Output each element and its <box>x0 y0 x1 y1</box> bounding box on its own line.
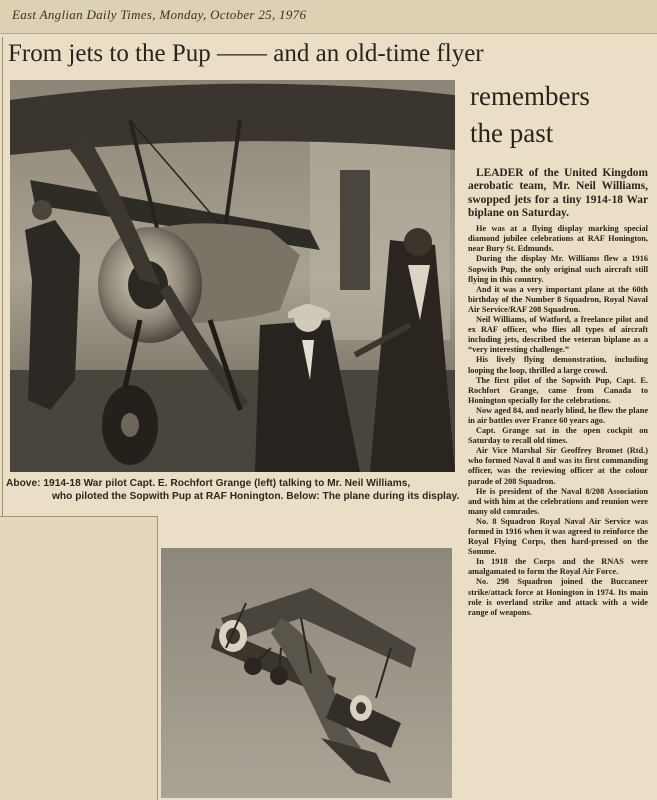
article-paragraph: Air Vice Marshal Sir Geoffrey Bromet (Rtd.) who formed Naval 8 and was its first commanding officer, was the reviewing officer at the colour parade of 208 Squadron. <box>468 446 648 486</box>
headline: From jets to the Pup —— and an old-time flyer <box>8 40 484 67</box>
caption-line-1: Above: 1914-18 War pilot Capt. E. Rochfort Grange (left) talking to Mr. Neil Williams, <box>6 478 411 489</box>
divider-rule <box>0 516 158 517</box>
photo-caption <box>6 477 458 503</box>
plane-flight-image <box>161 548 452 798</box>
caption-line-2: who piloted the Sopwith Pup at RAF Honington. Below: The plane during its display. <box>52 491 460 502</box>
article-paragraph: His lively flying demonstration, including looping the loop, thrilled a large crowd. <box>468 355 648 375</box>
article-paragraph: No. 298 Squadron joined the Buccaneer strike/attack force at Honington in 1974. Its main role is overland strike and attack with a wide range of weapons. <box>468 577 648 617</box>
clipping-edge <box>2 37 3 517</box>
article-body <box>468 167 648 618</box>
article-paragraph: And it was a very important plane at the 60th birthday of the Number 8 Squadron, Royal Naval Air Service/RAF 208 Squadron. <box>468 284 648 314</box>
article-paragraph: During the display Mr. Williams flew a 1916 Sopwith Pup, the only original such aircraft still flying in this country. <box>468 254 648 284</box>
headline-line-3: the past <box>470 118 554 148</box>
dateline: East Anglian Daily Times, Monday, October 25, 1976 <box>12 7 307 22</box>
biplane-hangar-image <box>10 80 455 472</box>
photo-plane-in-flight <box>161 548 452 798</box>
headline-continuation <box>470 78 650 152</box>
article-paragraph: He is president of the Naval 8/208 Association and with him at the celebrations and reunion were many old comrades. <box>468 486 648 516</box>
photo-pilots-with-biplane <box>10 80 455 472</box>
headline-line-2: remembers <box>470 81 590 111</box>
article-lead: LEADER of the United Kingdom aerobatic team, Mr. Neil Williams, swopped jets for a tiny 1914-18 War biplane on Saturday. <box>468 167 648 219</box>
article-paragraph: Now aged 84, and nearly blind, he flew the plane in air battles over France 60 years ago. <box>468 405 648 425</box>
article-paragraph: Neil Williams, of Watford, a freelance pilot and ex RAF officer, who flies all types of aircraft including jets, described the veteran biplane as a “very interesting challenge.” <box>468 315 648 355</box>
article-paragraph: Capt. Grange sat in the open cockpit on Saturday to recall old times. <box>468 426 648 446</box>
article-paragraph: The first pilot of the Sopwith Pup, Capt. E. Rochfort Grange, came from Canada to Honington specially for the celebrations. <box>468 375 648 405</box>
article-paragraph: No. 8 Squadron Royal Naval Air Service was formed in 1916 when it was agreed to reinforce the Royal Flying Corps, then hard-pressed on the Somme. <box>468 516 648 557</box>
article-paragraph: In 1918 the Corps and the RNAS were amalgamated to form the Royal Air Force. <box>468 557 648 577</box>
divider-rule-vertical <box>157 516 158 800</box>
blank-paper-area <box>0 517 157 800</box>
article-paragraph: He was at a flying display marking special diamond jubilee celebrations at RAF Honington, near Bury St. Edmunds. <box>468 224 648 254</box>
